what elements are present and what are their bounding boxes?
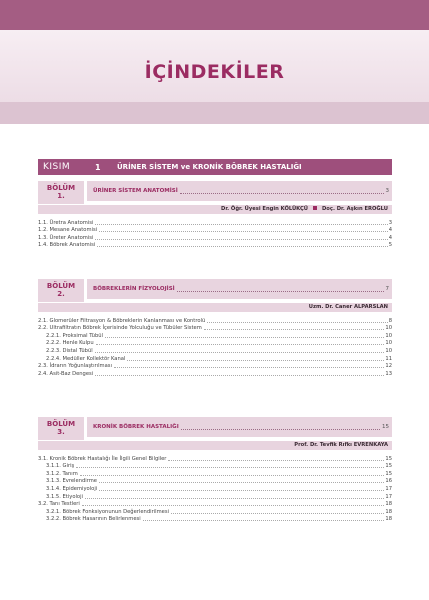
toc-entry[interactable] [38, 226, 392, 234]
author-bar [38, 205, 392, 214]
chapter-page: 7 [385, 286, 389, 292]
toc-entry[interactable] [38, 324, 392, 332]
entry-page: 10 [385, 347, 392, 354]
entry-page: 8 [388, 317, 392, 324]
entry-title: 3.1.2. Tanım [46, 470, 78, 477]
toc-entry[interactable] [38, 316, 392, 324]
toc-entry[interactable] [38, 492, 392, 500]
chapter-title-link[interactable] [87, 417, 392, 437]
toc-entry[interactable] [38, 462, 392, 470]
toc-entry[interactable] [38, 354, 392, 362]
entry-page: 10 [385, 332, 392, 339]
chapter-header [38, 181, 392, 204]
author: Uzm. Dr. Caner ALPARSLAN [308, 304, 388, 310]
toc-entry[interactable] [38, 500, 392, 508]
entry-page: 18 [385, 516, 392, 523]
toc-entry[interactable] [38, 346, 392, 354]
entry-title: 3.2.2. Böbrek Hasarının Belirlenmesi [46, 516, 141, 523]
toc-entry[interactable] [38, 339, 392, 347]
chapter-page: 3 [385, 188, 389, 194]
chapter-label: BÖLÜM [46, 420, 76, 428]
chapter-2 [38, 279, 392, 377]
entry-title: 2.1. Glomerüler Filtrasyon & Böbreklerin Kanlanması ve Kontrolü [38, 317, 206, 324]
entry-page: 5 [388, 242, 392, 249]
part-title: ÜRİNER SİSTEM ve KRONİK BÖBREK HASTALIĞI [117, 163, 302, 171]
entry-page: 16 [385, 478, 392, 485]
entry-page: 17 [385, 493, 392, 500]
chapter-header [38, 417, 392, 440]
entry-page: 17 [385, 485, 392, 492]
entry-title: 3.1. Kronik Böbrek Hastalığı İle İlgili Genel Bilgiler [38, 455, 167, 462]
entry-title: 2.2.2. Henle Kulpu [46, 340, 94, 347]
author: Doç. Dr. Aşkın EROĞLU [322, 206, 388, 212]
entry-page: 11 [385, 355, 392, 362]
chapter-number: 1. [57, 192, 65, 200]
toc-entry[interactable] [38, 241, 392, 249]
author: Prof. Dr. Tevfik Rıfkı EVRENKAYA [294, 442, 388, 448]
entry-page: 18 [385, 508, 392, 515]
author-bar [38, 441, 392, 450]
entry-title: 3.1.1. Giriş [46, 463, 75, 470]
author-bar [38, 303, 392, 312]
entry-title: 1.2. Mesane Anatomisi [38, 227, 98, 234]
chapter-3 [38, 417, 392, 522]
header-top-band [0, 0, 429, 30]
part-number: 1 [95, 162, 101, 172]
entry-title: 2.2. Ultrafiltratın Böbrek İçerisinde Yolculuğu ve Tübüler Sistem [38, 325, 202, 332]
entry-title: 2.2.1. Proksimal Tübül [46, 332, 103, 339]
entry-page: 13 [385, 370, 392, 377]
chapter-label: BÖLÜM [46, 282, 76, 290]
author: Dr. Öğr. Üyesi Engin KÖLÜKÇÜ [221, 206, 308, 212]
chapter-number-box [38, 417, 84, 440]
entry-page: 4 [388, 234, 392, 241]
decorative-strip [0, 102, 429, 124]
entry-title: 3.1.5. Etiyoloji [46, 493, 83, 500]
leader-dots [180, 188, 384, 194]
entry-title: 1.3. Üreter Anatomisi [38, 234, 94, 241]
chapter-title: BÖBREKLERİN FİZYOLOJİSİ [93, 286, 175, 292]
entry-title: 2.3. İdrarın Yoğunlaştırılması [38, 363, 112, 370]
entry-page: 10 [385, 340, 392, 347]
entry-title: 1.4. Böbrek Anatomisi [38, 242, 96, 249]
toc-entry[interactable] [38, 484, 392, 492]
entry-title: 3.2.1. Böbrek Fonksiyonunun Değerlendirilmesi [46, 508, 169, 515]
chapter-number-box [38, 181, 84, 204]
chapter-title: ÜRİNER SİSTEM ANATOMİSİ [93, 188, 178, 194]
toc-entry[interactable] [38, 469, 392, 477]
entry-page: 12 [385, 363, 392, 370]
part-header [38, 159, 392, 175]
entry-title: 3.1.3. Evrelendirme [46, 478, 97, 485]
chapter-title-link[interactable] [87, 181, 392, 201]
chapter-1 [38, 181, 392, 248]
entry-title: 1.1. Üretra Anatomisi [38, 219, 94, 226]
toc-entry[interactable] [38, 331, 392, 339]
leader-dots [181, 424, 380, 430]
chapter-number: 3. [57, 428, 65, 436]
toc-entry[interactable] [38, 369, 392, 377]
square-bullet-icon [313, 206, 317, 210]
page-title: İÇİNDEKİLER [144, 61, 285, 83]
entry-title: 2.4. Asit-Baz Dengesi [38, 370, 94, 377]
entry-page: 18 [385, 501, 392, 508]
toc-entry[interactable] [38, 515, 392, 523]
entry-page: 3 [388, 219, 392, 226]
entry-page: 15 [385, 470, 392, 477]
chapter-number-box [38, 279, 84, 302]
entry-page: 15 [385, 455, 392, 462]
toc-entry[interactable] [38, 218, 392, 226]
entry-title: 3.2. Tanı Testleri [38, 501, 80, 508]
entry-title: 2.2.4. Medüller Kollektör Kanal [46, 355, 126, 362]
chapter-title-link[interactable] [87, 279, 392, 299]
toc-entry[interactable] [38, 477, 392, 485]
entry-title: 3.1.4. Epidemiyoloji [46, 485, 98, 492]
chapter-number: 2. [57, 290, 65, 298]
chapter-page: 15 [382, 424, 389, 430]
part-label: KISIM [43, 162, 71, 172]
entry-page: 10 [385, 325, 392, 332]
entry-title: 2.2.3. Distal Tübül [46, 347, 93, 354]
toc-entry[interactable] [38, 507, 392, 515]
leader-dots [177, 286, 384, 292]
toc-entry[interactable] [38, 454, 392, 462]
entry-page: 15 [385, 463, 392, 470]
title-band [0, 30, 429, 102]
toc-entry[interactable] [38, 233, 392, 241]
toc-entry[interactable] [38, 362, 392, 370]
chapter-label: BÖLÜM [46, 184, 76, 192]
chapter-title: KRONİK BÖBREK HASTALIĞI [93, 424, 179, 430]
chapter-header [38, 279, 392, 302]
entry-page: 4 [388, 227, 392, 234]
